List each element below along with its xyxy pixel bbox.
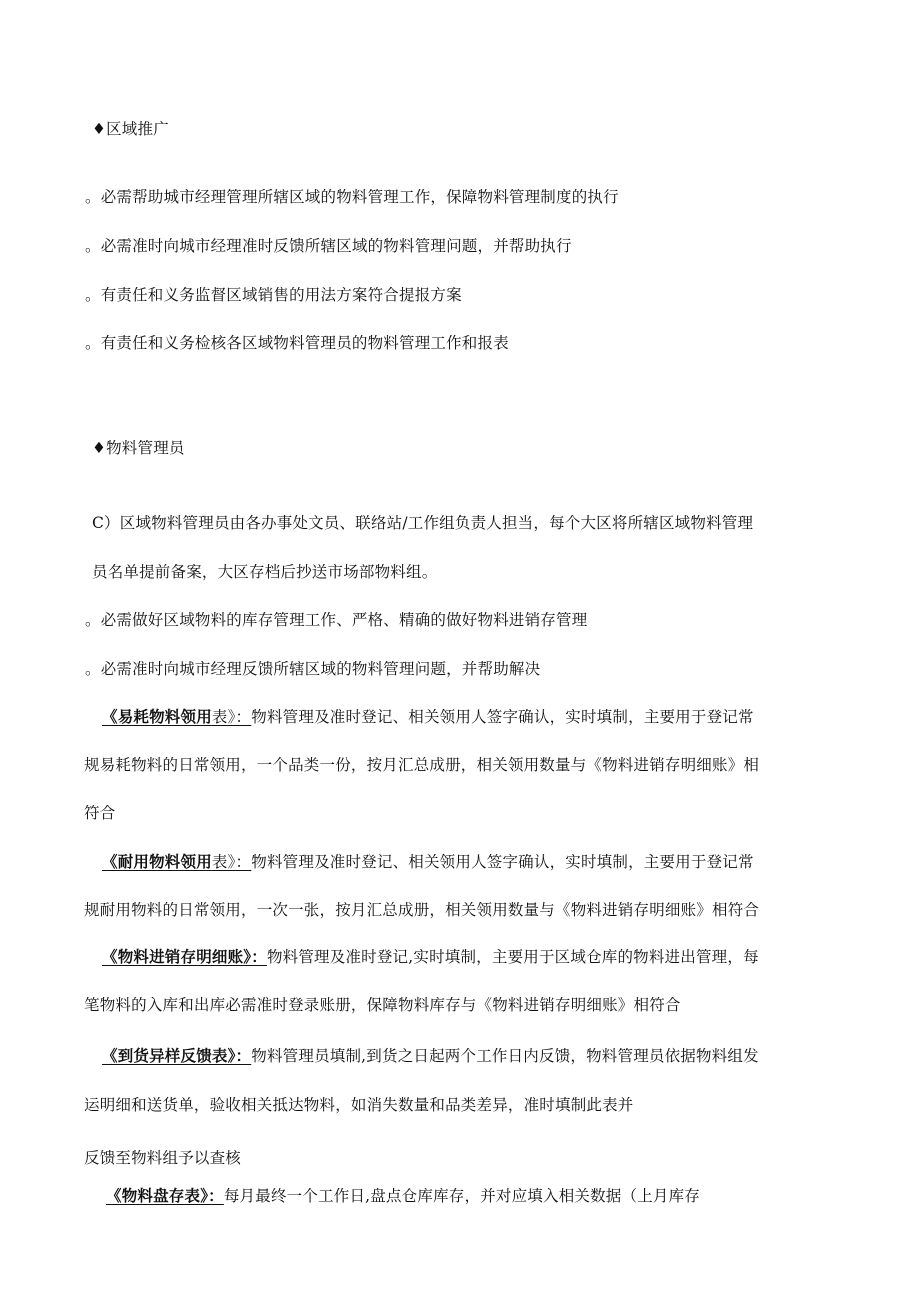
list-item: 。必需帮助城市经理管理所辖区域的物料管理工作，保障物料管理制度的执行 xyxy=(85,188,619,206)
paragraph-line: 符合 xyxy=(84,804,116,822)
form-term-tail: 表》： xyxy=(211,853,252,871)
paragraph-line: 员名单提前备案，大区存档后抄送市场部物料组。 xyxy=(92,563,438,581)
form-desc: 物料管理员填制,到货之日起两个工作日内反馈，物料管理员依据物料组发 xyxy=(251,1047,759,1065)
form-desc: 物料管理及准时登记,实时填制，主要用于区域仓库的物料进出管理，每 xyxy=(266,948,759,966)
form-entry-durable xyxy=(102,851,920,873)
paragraph-line: 笔物料的入库和出库必需准时登录账册，保障物料库存与《物料进销存明细账》相符合 xyxy=(84,996,681,1014)
section-heading-material-admin: ♦物料管理员 xyxy=(92,439,185,457)
form-entry-consumable xyxy=(102,706,920,728)
form-term: 《物料进销存明细账》： xyxy=(102,947,267,966)
form-entry-arrival-feedback xyxy=(102,1045,920,1067)
form-term: 《物料盘存表》： xyxy=(106,1186,224,1205)
list-item: 。有责任和义务监督区域销售的用法方案符合提报方案 xyxy=(85,286,462,304)
form-desc: 物料管理及准时登记、相关领用人签字确认，实时填制，主要用于登记常 xyxy=(251,853,754,871)
form-term-tail: 表》： xyxy=(211,708,252,726)
list-item: 。必需准时向城市经理反馈所辖区域的物料管理问题，并帮助解决 xyxy=(85,660,541,678)
list-item: 。有责任和义务检核各区域物料管理员的物料管理工作和报表 xyxy=(85,334,509,352)
form-term: 《易耗物料领用 xyxy=(102,707,212,726)
paragraph-line: 规易耗物料的日常领用，一个品类一份，按月汇总成册，相关领用数量与《物料进销存明细账》相 xyxy=(84,756,760,774)
paragraph-line: 反馈至物料组予以查核 xyxy=(84,1149,242,1167)
form-desc: 每月最终一个工作日,盘点仓库库存，并对应填入相关数据（上月库存 xyxy=(223,1187,700,1205)
paragraph-line: 规耐用物料的日常领用，一次一张，按月汇总成册，相关领用数量与《物料进销存明细账》相符合 xyxy=(84,901,760,919)
form-term: 《到货异样反馈表》： xyxy=(102,1046,252,1065)
form-desc: 物料管理及准时登记、相关领用人签字确认，实时填制，主要用于登记常 xyxy=(251,708,754,726)
form-term: 《耐用物料领用 xyxy=(102,852,212,871)
list-item: 。必需做好区域物料的库存管理工作、严格、精确的做好物料进销存管理 xyxy=(85,611,588,629)
section-heading-regional-promo: ♦区域推广 xyxy=(92,120,169,138)
paragraph-line: C）区域物料管理员由各办事处文员、联络站/工作组负责人担当，每个大区将所辖区域物料管理 xyxy=(92,514,754,532)
list-item: 。必需准时向城市经理准时反馈所辖区域的物料管理问题，并帮助执行 xyxy=(85,237,572,255)
form-entry-ledger xyxy=(102,946,920,968)
form-entry-inventory xyxy=(106,1185,920,1207)
paragraph-line: 运明细和送货单，验收相关抵达物料，如消失数量和品类差异，准时填制此表并 xyxy=(84,1096,634,1114)
